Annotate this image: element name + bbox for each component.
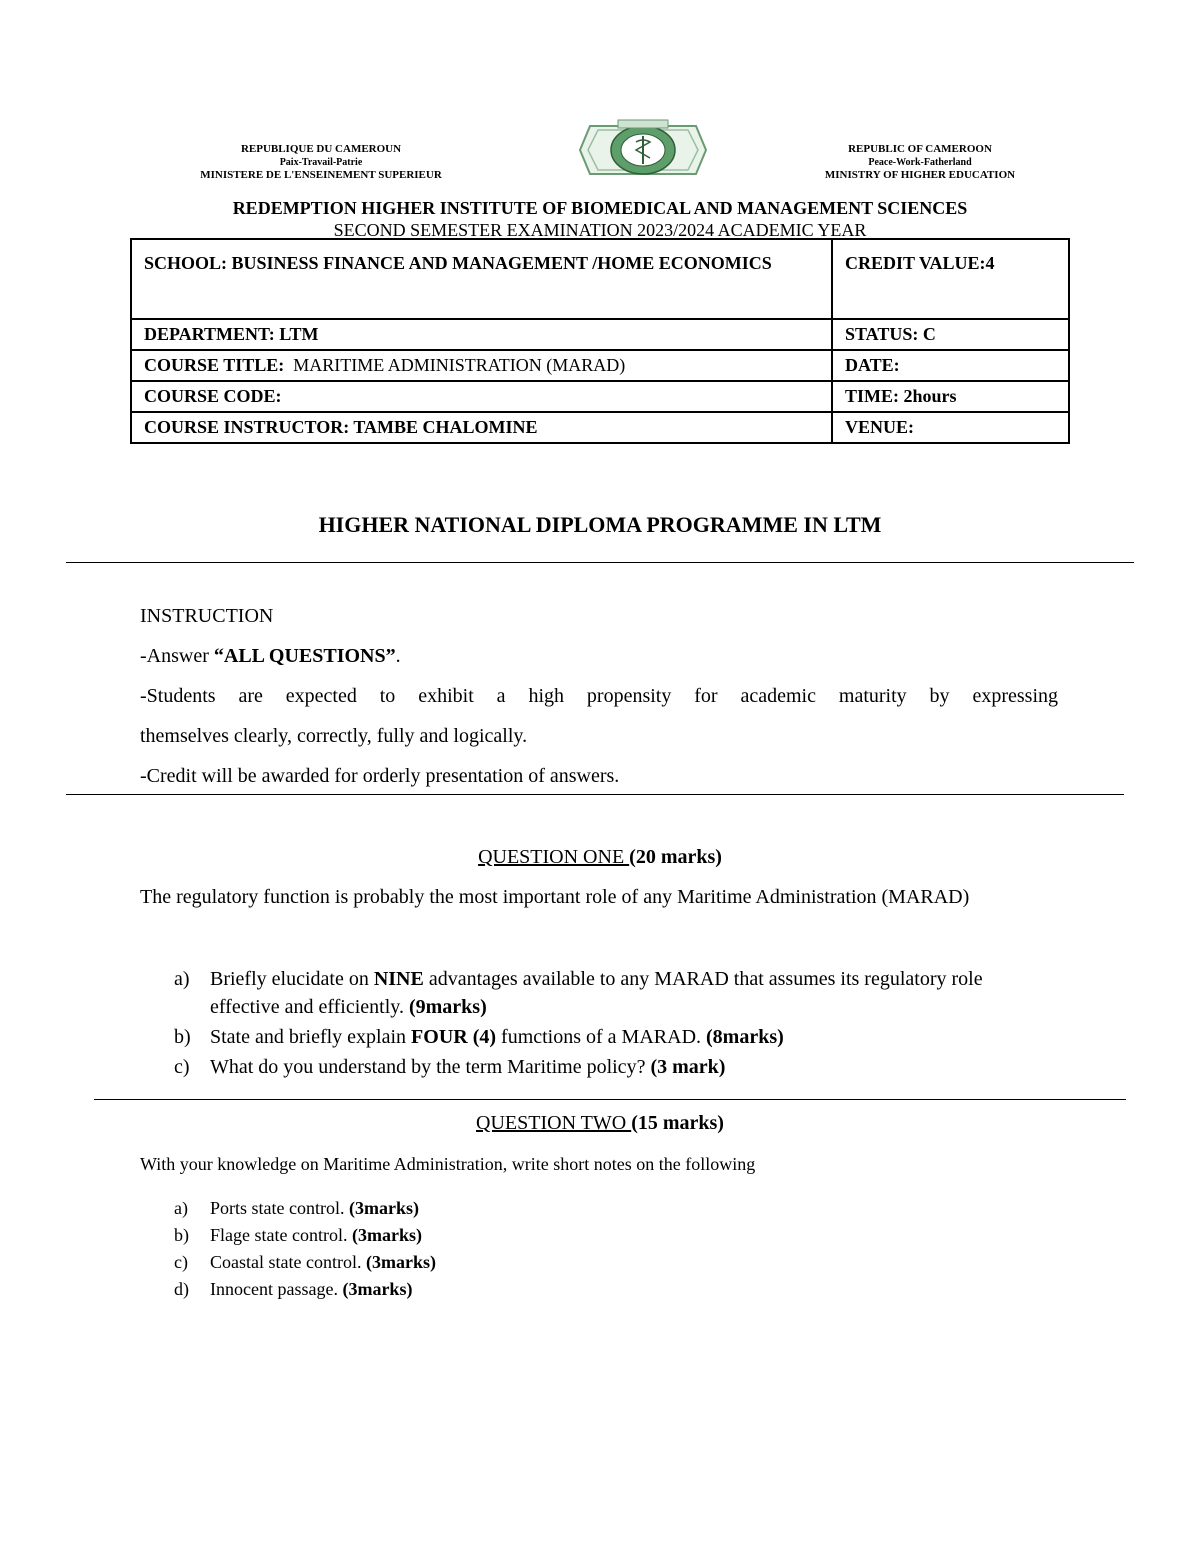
item-marks: (3marks) [351, 1225, 422, 1245]
instructor-cell: COURSE INSTRUCTOR: TAMBE CHALOMINE [131, 412, 832, 443]
item-text: Flage state control. [210, 1225, 352, 1245]
item-marker: d) [174, 1279, 189, 1299]
header-left-line3: MINISTERE DE L'ENSEINEMENT SUPERIEUR [200, 169, 442, 181]
question-one-stem: The regulatory function is probably the most important role of any Maritime Administration (MARAD) [140, 886, 970, 908]
course-code-cell: COURSE CODE: [131, 381, 832, 412]
list-item [140, 1222, 840, 1249]
item-marker: b) [174, 1026, 191, 1048]
course-title-value: MARITIME ADMINISTRATION (MARAD) [293, 355, 626, 375]
course-title-label: COURSE TITLE: [144, 355, 285, 375]
list-item [140, 1249, 840, 1276]
school-value: BUSINESS FINANCE AND MANAGEMENT /HOME ECONOMICS [231, 253, 772, 273]
header-left-block [176, 143, 466, 182]
instruction-line-3: -Credit will be awarded for orderly presentation of answers. [140, 765, 620, 787]
instruction-line-1 [140, 636, 1058, 676]
item-marks: (9marks) [408, 996, 487, 1018]
divider-instructions [66, 794, 1124, 795]
institution-name: REDEMPTION HIGHER INSTITUTE OF BIOMEDICAL AND MANAGEMENT SCIENCES [232, 198, 968, 218]
item-text: What do you understand by the term Maritime policy? [210, 1056, 651, 1078]
item-marks: (3marks) [365, 1252, 436, 1272]
instructions-block [140, 596, 1058, 796]
item-text: Ports state control. [210, 1198, 349, 1218]
instruction-1-prefix: -Answer [140, 645, 214, 667]
instruction-line-2b: themselves clearly, correctly, fully and logically. [140, 725, 528, 747]
item-marker: b) [174, 1225, 189, 1245]
item-emphasis: FOUR (4) [411, 1026, 497, 1048]
table-row-department [131, 319, 1069, 350]
item-marks: (3marks) [348, 1198, 419, 1218]
question-one-title: QUESTION ONE [478, 846, 630, 868]
time-label: TIME: [845, 386, 899, 406]
instruction-1-emphasis: “ALL QUESTIONS” [213, 645, 396, 667]
list-item [140, 1023, 1040, 1051]
time-value: 2hours [903, 386, 957, 406]
programme-title: HIGHER NATIONAL DIPLOMA PROGRAMME IN LTM [318, 512, 882, 537]
table-row-instructor [131, 412, 1069, 443]
item-marker: a) [174, 968, 190, 990]
date-cell: DATE: [832, 350, 1069, 381]
exam-info-table [130, 238, 1070, 444]
school-cell [131, 239, 832, 319]
school-label: SCHOOL: [144, 253, 228, 273]
list-item [140, 1276, 840, 1303]
question-two-heading [0, 1112, 1200, 1135]
header-right-line2: Peace-Work-Fatherland [868, 157, 972, 168]
item-marker: c) [174, 1252, 188, 1272]
divider-top [66, 562, 1134, 563]
question-one-list [140, 965, 1040, 1083]
item-text-cont: fumctions of a MARAD. [496, 1026, 707, 1048]
course-title-cell [131, 350, 832, 381]
divider-questions [94, 1099, 1126, 1100]
time-cell [832, 381, 1069, 412]
item-marker: c) [174, 1056, 190, 1078]
list-item [140, 1053, 1040, 1081]
header-right-line3: MINISTRY OF HIGHER EDUCATION [824, 169, 1016, 181]
question-one-marks: (20 marks) [629, 846, 722, 868]
question-one-heading [0, 846, 1200, 869]
credit-value: CREDIT VALUE:4 [832, 239, 1069, 319]
item-text: State and briefly explain [210, 1026, 412, 1048]
item-text-cont: advantages available to any MARAD that assumes its regulatory role effective and efficiently. [210, 968, 983, 1018]
item-text: Coastal state control. [210, 1252, 366, 1272]
item-marks: (3marks) [342, 1279, 413, 1299]
venue-cell: VENUE: [832, 412, 1069, 443]
table-row-school [131, 239, 1069, 319]
status-cell: STATUS: C [832, 319, 1069, 350]
question-two-marks: (15 marks) [631, 1112, 724, 1134]
item-text: Briefly elucidate on [210, 968, 374, 990]
item-text: Innocent passage. [210, 1279, 343, 1299]
instructions-heading: INSTRUCTION [140, 605, 274, 627]
instruction-line-2a: -Students are expected to exhibit a high propensity for academic maturity by expressing [140, 685, 1058, 707]
table-row-course-code [131, 381, 1069, 412]
header-left-line1: REPUBLIQUE DU CAMEROUN [240, 143, 402, 155]
table-row-course-title [131, 350, 1069, 381]
item-marks: (3 mark) [650, 1056, 726, 1078]
department-cell: DEPARTMENT: LTM [131, 319, 832, 350]
header-right-block [800, 143, 1040, 182]
question-two-list [140, 1195, 840, 1303]
institution-logo [578, 116, 708, 184]
item-emphasis: NINE [373, 968, 424, 990]
question-two-stem: With your knowledge on Maritime Administration, write short notes on the following [140, 1154, 756, 1174]
question-two-title: QUESTION TWO [476, 1112, 632, 1134]
item-marks: (8marks) [706, 1026, 784, 1048]
list-item [140, 1195, 840, 1222]
header-right-line1: REPUBLIC OF CAMEROON [848, 143, 992, 155]
exam-title: SECOND SEMESTER EXAMINATION 2023/2024 ACADEMIC YEAR [333, 220, 867, 240]
item-marker: a) [174, 1198, 188, 1218]
instruction-1-suffix: . [395, 645, 401, 667]
header-left-line2: Paix-Travail-Patrie [279, 157, 363, 168]
list-item [140, 965, 1000, 1021]
